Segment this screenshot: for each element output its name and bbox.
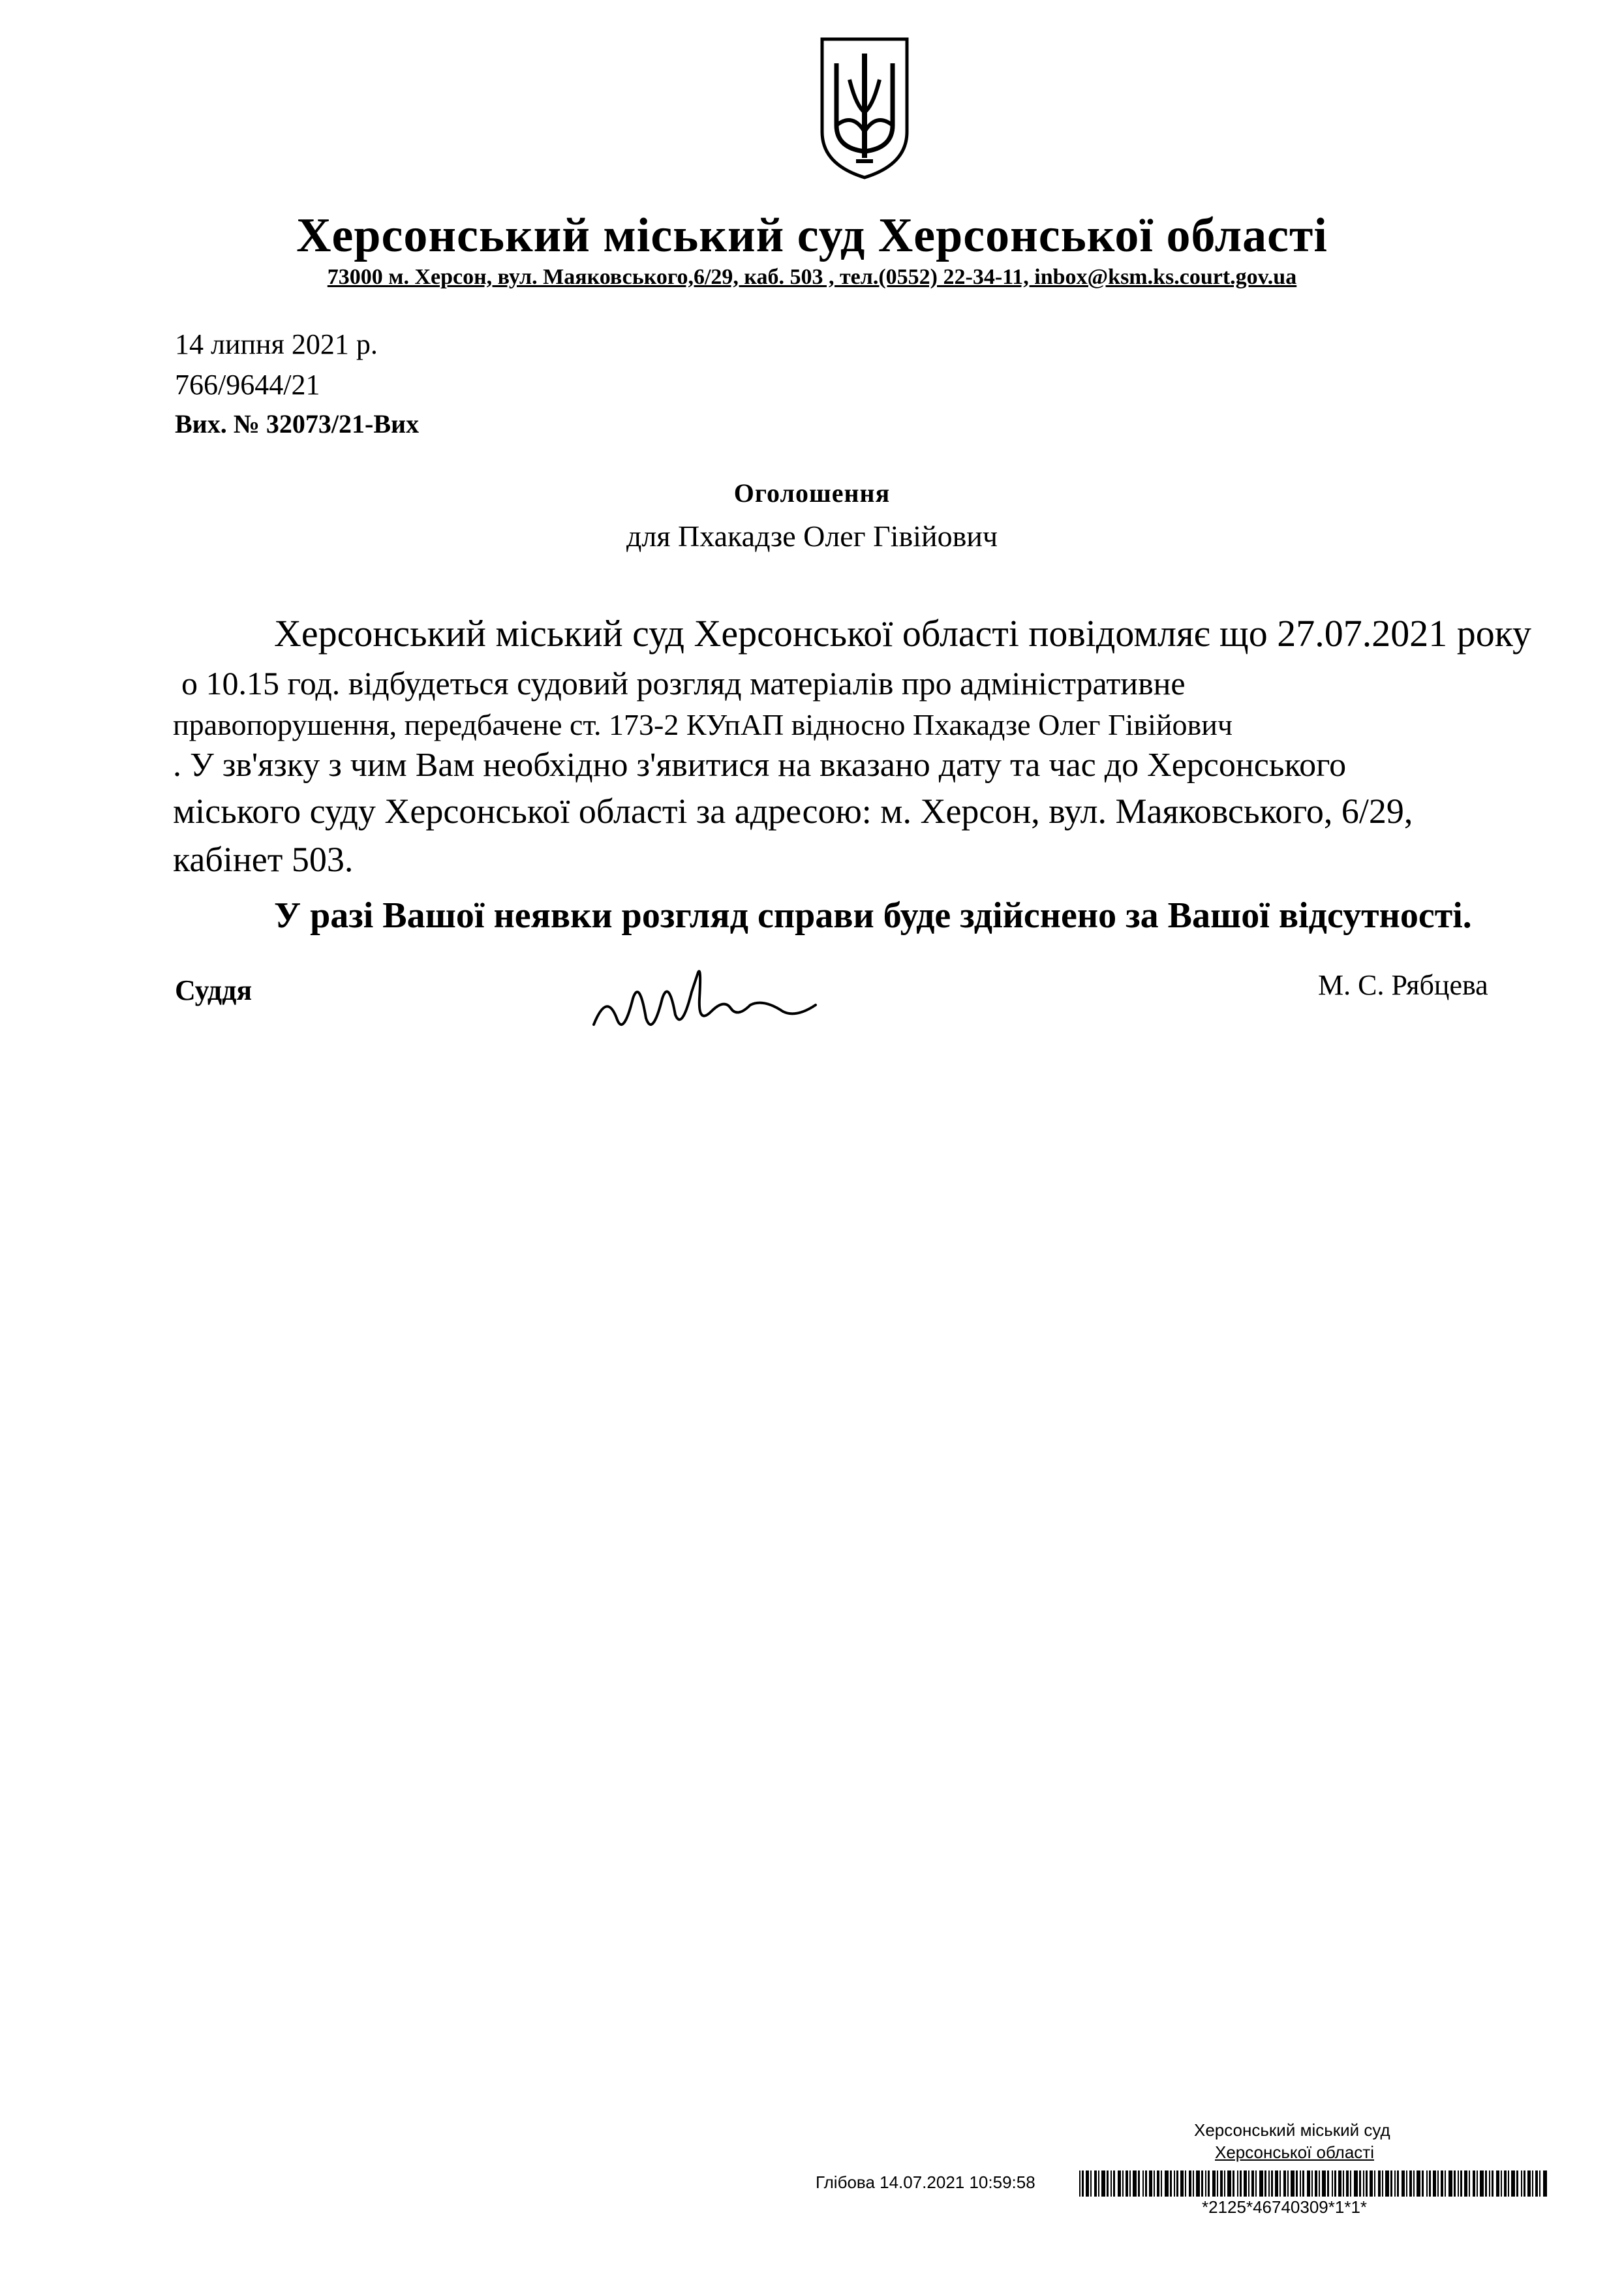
notice-closing: У разі Вашої неявки розгляд справи буде здійснено за Вашої відсутності. [274, 895, 1472, 936]
stamp-barcode-text: *2125*46740309*1*1* [1202, 2197, 1368, 2217]
judge-name: М. С. Рябцева [1318, 969, 1488, 1001]
court-address: 73000 м. Херсон, вул. Маяковського,6/29, каб. 503 , тел.(0552) 22-34-11, inbox@ksm.ks.court.gov.ua [327, 265, 1297, 289]
notice-body-line: о 10.15 год. відбудеться судовий розгляд матеріалів про адміністративне [181, 665, 1186, 702]
stamp-org-line: Херсонської області [1215, 2142, 1374, 2162]
notice-addressee: для Пхакадзе Олег Гівійович [626, 519, 998, 553]
court-name: Херсонський міський суд Херсонської області [296, 209, 1328, 262]
document-date: 14 липня 2021 р. [175, 328, 378, 360]
notice-body-line: . У зв'язку з чим Вам необхідно з'явитися на вказано дату та час до Херсонського [173, 747, 1347, 784]
barcode-icon [1079, 2170, 1549, 2197]
notice-title: Оголошення [733, 478, 891, 508]
stamp-org-line: Херсонський міський суд [1194, 2120, 1390, 2140]
notice-body-line: Херсонський міський суд Херсонської області повідомляє що 27.07.2021 року [274, 612, 1532, 655]
notice-body-line: правопорушення, передбачене ст. 173-2 КУпАП відносно Пхакадзе Олег Гівійович [173, 708, 1233, 741]
notice-body-line: кабінет 503. [173, 840, 354, 879]
trident-coat-of-arms-icon [817, 34, 912, 181]
case-number: 766/9644/21 [175, 369, 320, 401]
handwritten-signature [587, 953, 822, 1051]
stamp-operator-timestamp: Глібова 14.07.2021 10:59:58 [816, 2172, 1035, 2192]
judge-role: Суддя [175, 974, 253, 1006]
notice-body-line: міського суду Херсонської області за адресою: м. Херсон, вул. Маяковського, 6/29, [173, 792, 1413, 831]
outgoing-number: Вих. № 32073/21-Вих [175, 409, 420, 439]
